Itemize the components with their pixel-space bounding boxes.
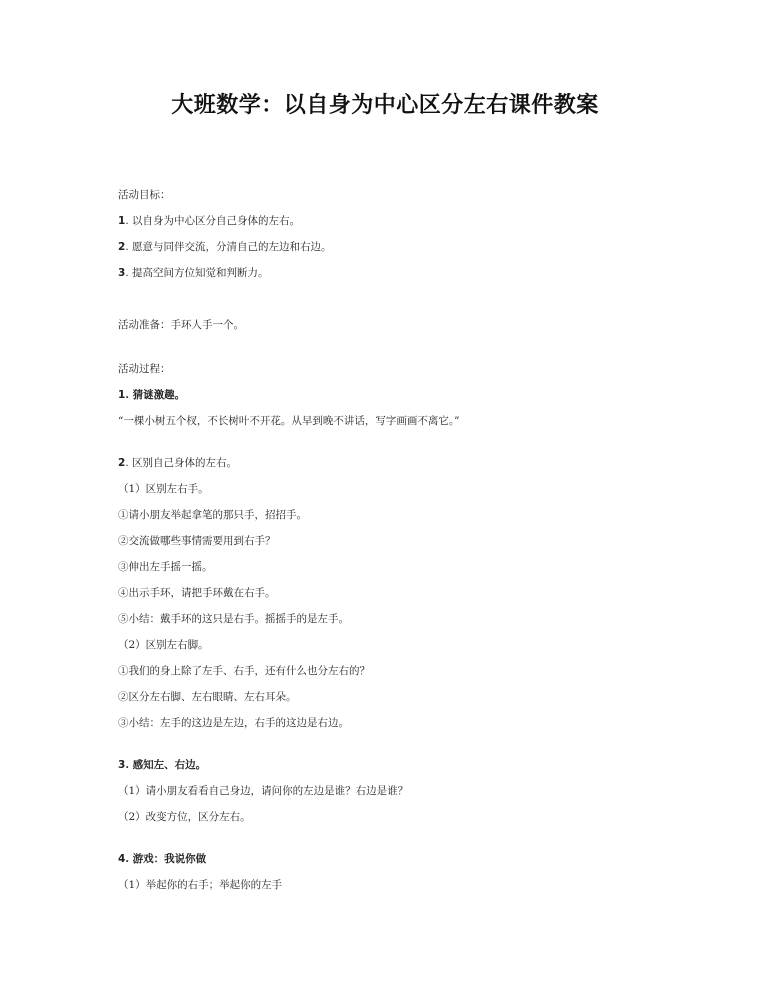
text-line — [118, 266, 269, 280]
line-text: ②区分左右脚、左右眼睛、左右耳朵。 — [118, 691, 297, 703]
text-line — [118, 612, 349, 626]
text-line — [118, 534, 276, 548]
line-text: ②交流做哪些事情需要用到右手？ — [118, 535, 276, 547]
text-line — [118, 586, 276, 600]
text-line — [118, 482, 209, 496]
line-text: ①我们的身上除了左手、右手，还有什么也分左右的？ — [118, 665, 370, 677]
document-title: 大班数学：以自身为中心区分左右课件教案 — [171, 92, 599, 118]
item-number: 3 — [118, 759, 126, 771]
text-line — [118, 852, 206, 866]
text-line — [118, 810, 251, 824]
line-text: （1）举起你的右手；举起你的左手 — [118, 879, 283, 891]
text-line — [118, 716, 349, 730]
line-text: . 感知左、右边。 — [125, 759, 207, 771]
text-line — [118, 508, 307, 522]
line-text: （1）请小朋友看看自己身边，请问你的左边是谁？右边是谁？ — [118, 785, 409, 797]
text-line — [118, 414, 459, 428]
item-number: 1 — [118, 215, 126, 227]
text-line — [118, 214, 300, 228]
text-line — [118, 456, 237, 470]
text-line — [118, 240, 332, 254]
line-text: . 游戏：我说你做 — [125, 853, 207, 865]
text-line — [118, 318, 244, 332]
text-line — [118, 362, 171, 376]
text-line — [118, 664, 370, 678]
line-text: 活动目标： — [118, 189, 171, 201]
line-text: 活动准备：手环人手一个。 — [118, 319, 244, 331]
text-line — [118, 188, 171, 202]
item-number: 2 — [118, 241, 126, 253]
text-line — [118, 560, 213, 574]
line-text: ④出示手环，请把手环戴在右手。 — [118, 587, 276, 599]
text-line — [118, 784, 408, 798]
line-text: ③小结：左手的这边是左边，右手的这边是右边。 — [118, 717, 349, 729]
line-text: . 区别自己身体的左右。 — [125, 457, 237, 469]
line-text: ⑤小结：戴手环的这只是右手。摇摇手的是左手。 — [118, 613, 349, 625]
text-line — [118, 690, 297, 704]
line-text: （2）区别左右脚。 — [118, 639, 209, 651]
text-line — [118, 878, 282, 892]
text-line — [118, 638, 209, 652]
line-text: . 以自身为中心区分自己身体的左右。 — [125, 215, 300, 227]
line-text: 活动过程： — [118, 363, 171, 375]
line-text: ①请小朋友举起拿笔的那只手，招招手。 — [118, 509, 307, 521]
item-number: 3 — [118, 267, 126, 279]
item-number: 4 — [118, 853, 126, 865]
item-number: 1 — [118, 389, 126, 401]
line-text: . 愿意与同伴交流，分清自己的左边和右边。 — [125, 241, 332, 253]
line-text: （1）区别左右手。 — [118, 483, 209, 495]
item-number: 2 — [118, 457, 126, 469]
line-text: “一棵小树五个杈，不长树叶不开花。从早到晚不讲话，写字画画不离它。” — [118, 415, 460, 427]
line-text: . 猜谜激趣。 — [125, 389, 186, 401]
line-text: ③伸出左手摇一摇。 — [118, 561, 213, 573]
line-text: （2）改变方位，区分左右。 — [118, 811, 251, 823]
line-text: . 提高空间方位知觉和判断力。 — [125, 267, 269, 279]
text-line — [118, 388, 185, 402]
text-line — [118, 758, 206, 772]
